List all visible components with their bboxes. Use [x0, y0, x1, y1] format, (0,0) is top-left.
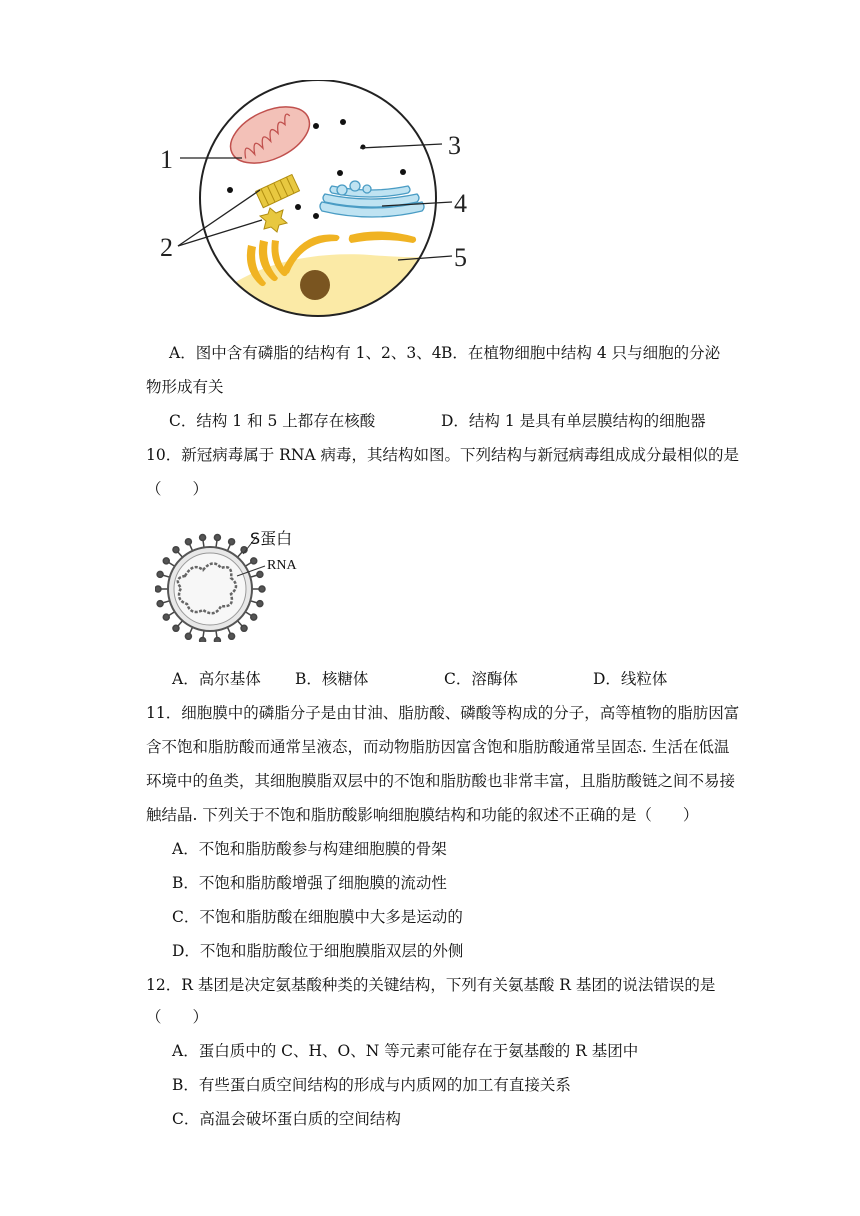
q11-option-a: A．不饱和脂肪酸参与构建细胞膜的骨架 [172, 840, 447, 858]
spike-head [200, 637, 206, 642]
spike-head [185, 633, 191, 639]
spike-head [241, 625, 247, 631]
q11-stem-4: 触结晶. 下列关于不饱和脂肪酸影响细胞膜结构和功能的叙述不正确的是（ ） [146, 806, 699, 824]
q12-option-a: A．蛋白质中的 C、H、O、N 等元素可能存在于氨基酸的 R 基团中 [172, 1042, 639, 1060]
q11-stem-3: 环境中的鱼类，其细胞膜脂双层中的不饱和脂肪酸也非常丰富，且脂肪酸链之间不易接 [146, 772, 736, 790]
cell-diagram [150, 80, 490, 330]
spike-head [163, 558, 169, 564]
rna-label: RNA [267, 558, 297, 573]
q10-stem-paren: （ ） [146, 480, 209, 498]
label-3: 3 [448, 131, 461, 160]
q10-option-c: C．溶酶体 [444, 670, 518, 688]
q9-option-b: B．在植物细胞中结构 4 只与细胞的分泌 [441, 344, 721, 362]
label-4: 4 [454, 189, 467, 218]
q9-option-d: D．结构 1 是具有单层膜结构的细胞器 [441, 412, 706, 430]
spike-head [173, 547, 179, 553]
q12-option-b: B．有些蛋白质空间结构的形成与内质网的加工有直接关系 [172, 1076, 571, 1094]
spike-head [163, 614, 169, 620]
s-protein-label: S蛋白 [250, 529, 293, 548]
spike-head [157, 571, 163, 577]
mitochondrion [222, 95, 318, 174]
spike-head [155, 586, 161, 592]
virus-diagram [155, 524, 315, 642]
pointer-line-3 [360, 144, 442, 148]
q10-option-d: D．线粒体 [593, 670, 668, 688]
spike-head [251, 558, 257, 564]
spike-head [214, 637, 220, 642]
q9-option-a: A．图中含有磷脂的结构有 1、2、3、4 [169, 344, 442, 362]
pointer-line-2a [178, 190, 260, 246]
q9-option-c: C．结构 1 和 5 上都存在核酸 [169, 412, 376, 430]
spike-head [257, 571, 263, 577]
spike-head [229, 633, 235, 639]
nucleus-region [190, 245, 490, 330]
q10-option-b: B．核糖体 [295, 670, 369, 688]
label-1: 1 [160, 145, 173, 174]
q12-stem-paren: （ ） [146, 1008, 209, 1026]
q11-option-d: D．不饱和脂肪酸位于细胞膜脂双层的外侧 [172, 942, 464, 960]
q11-stem-2: 含不饱和脂肪酸而通常呈液态，而动物脂肪因富含饱和脂肪酸通常呈固态. 生活在低温 [146, 738, 730, 756]
spike-head [214, 535, 220, 541]
golgi-apparatus [320, 181, 424, 217]
centriole [256, 174, 300, 232]
label-5: 5 [454, 243, 467, 272]
q11-option-b: B．不饱和脂肪酸增强了细胞膜的流动性 [172, 874, 447, 892]
label-2: 2 [160, 233, 173, 262]
nucleolus [300, 270, 330, 300]
q11-stem-1: 11．细胞膜中的磷脂分子是由甘油、脂肪酸、磷酸等构成的分子，高等植物的脂肪因富 [146, 704, 740, 722]
q10-stem: 10．新冠病毒属于 RNA 病毒，其结构如图。下列结构与新冠病毒组成成分最相似的是 [146, 446, 740, 464]
q11-option-c: C．不饱和脂肪酸在细胞膜中大多是运动的 [172, 908, 463, 926]
q9-option-a-continued: 物形成有关 [146, 378, 224, 396]
spike-head [157, 601, 163, 607]
q12-option-c: C．高温会破坏蛋白质的空间结构 [172, 1110, 401, 1128]
spike-head [229, 539, 235, 545]
q12-stem: 12．R 基团是决定氨基酸种类的关键结构，下列有关氨基酸 R 基团的说法错误的是 [146, 976, 716, 994]
pointer-line-2b [178, 220, 262, 246]
spike-head [200, 535, 206, 541]
q10-option-a: A．高尔基体 [172, 670, 261, 688]
spike-head [251, 614, 257, 620]
spike-head [185, 539, 191, 545]
spike-head [173, 625, 179, 631]
spike-head [257, 601, 263, 607]
spike-head [259, 586, 265, 592]
